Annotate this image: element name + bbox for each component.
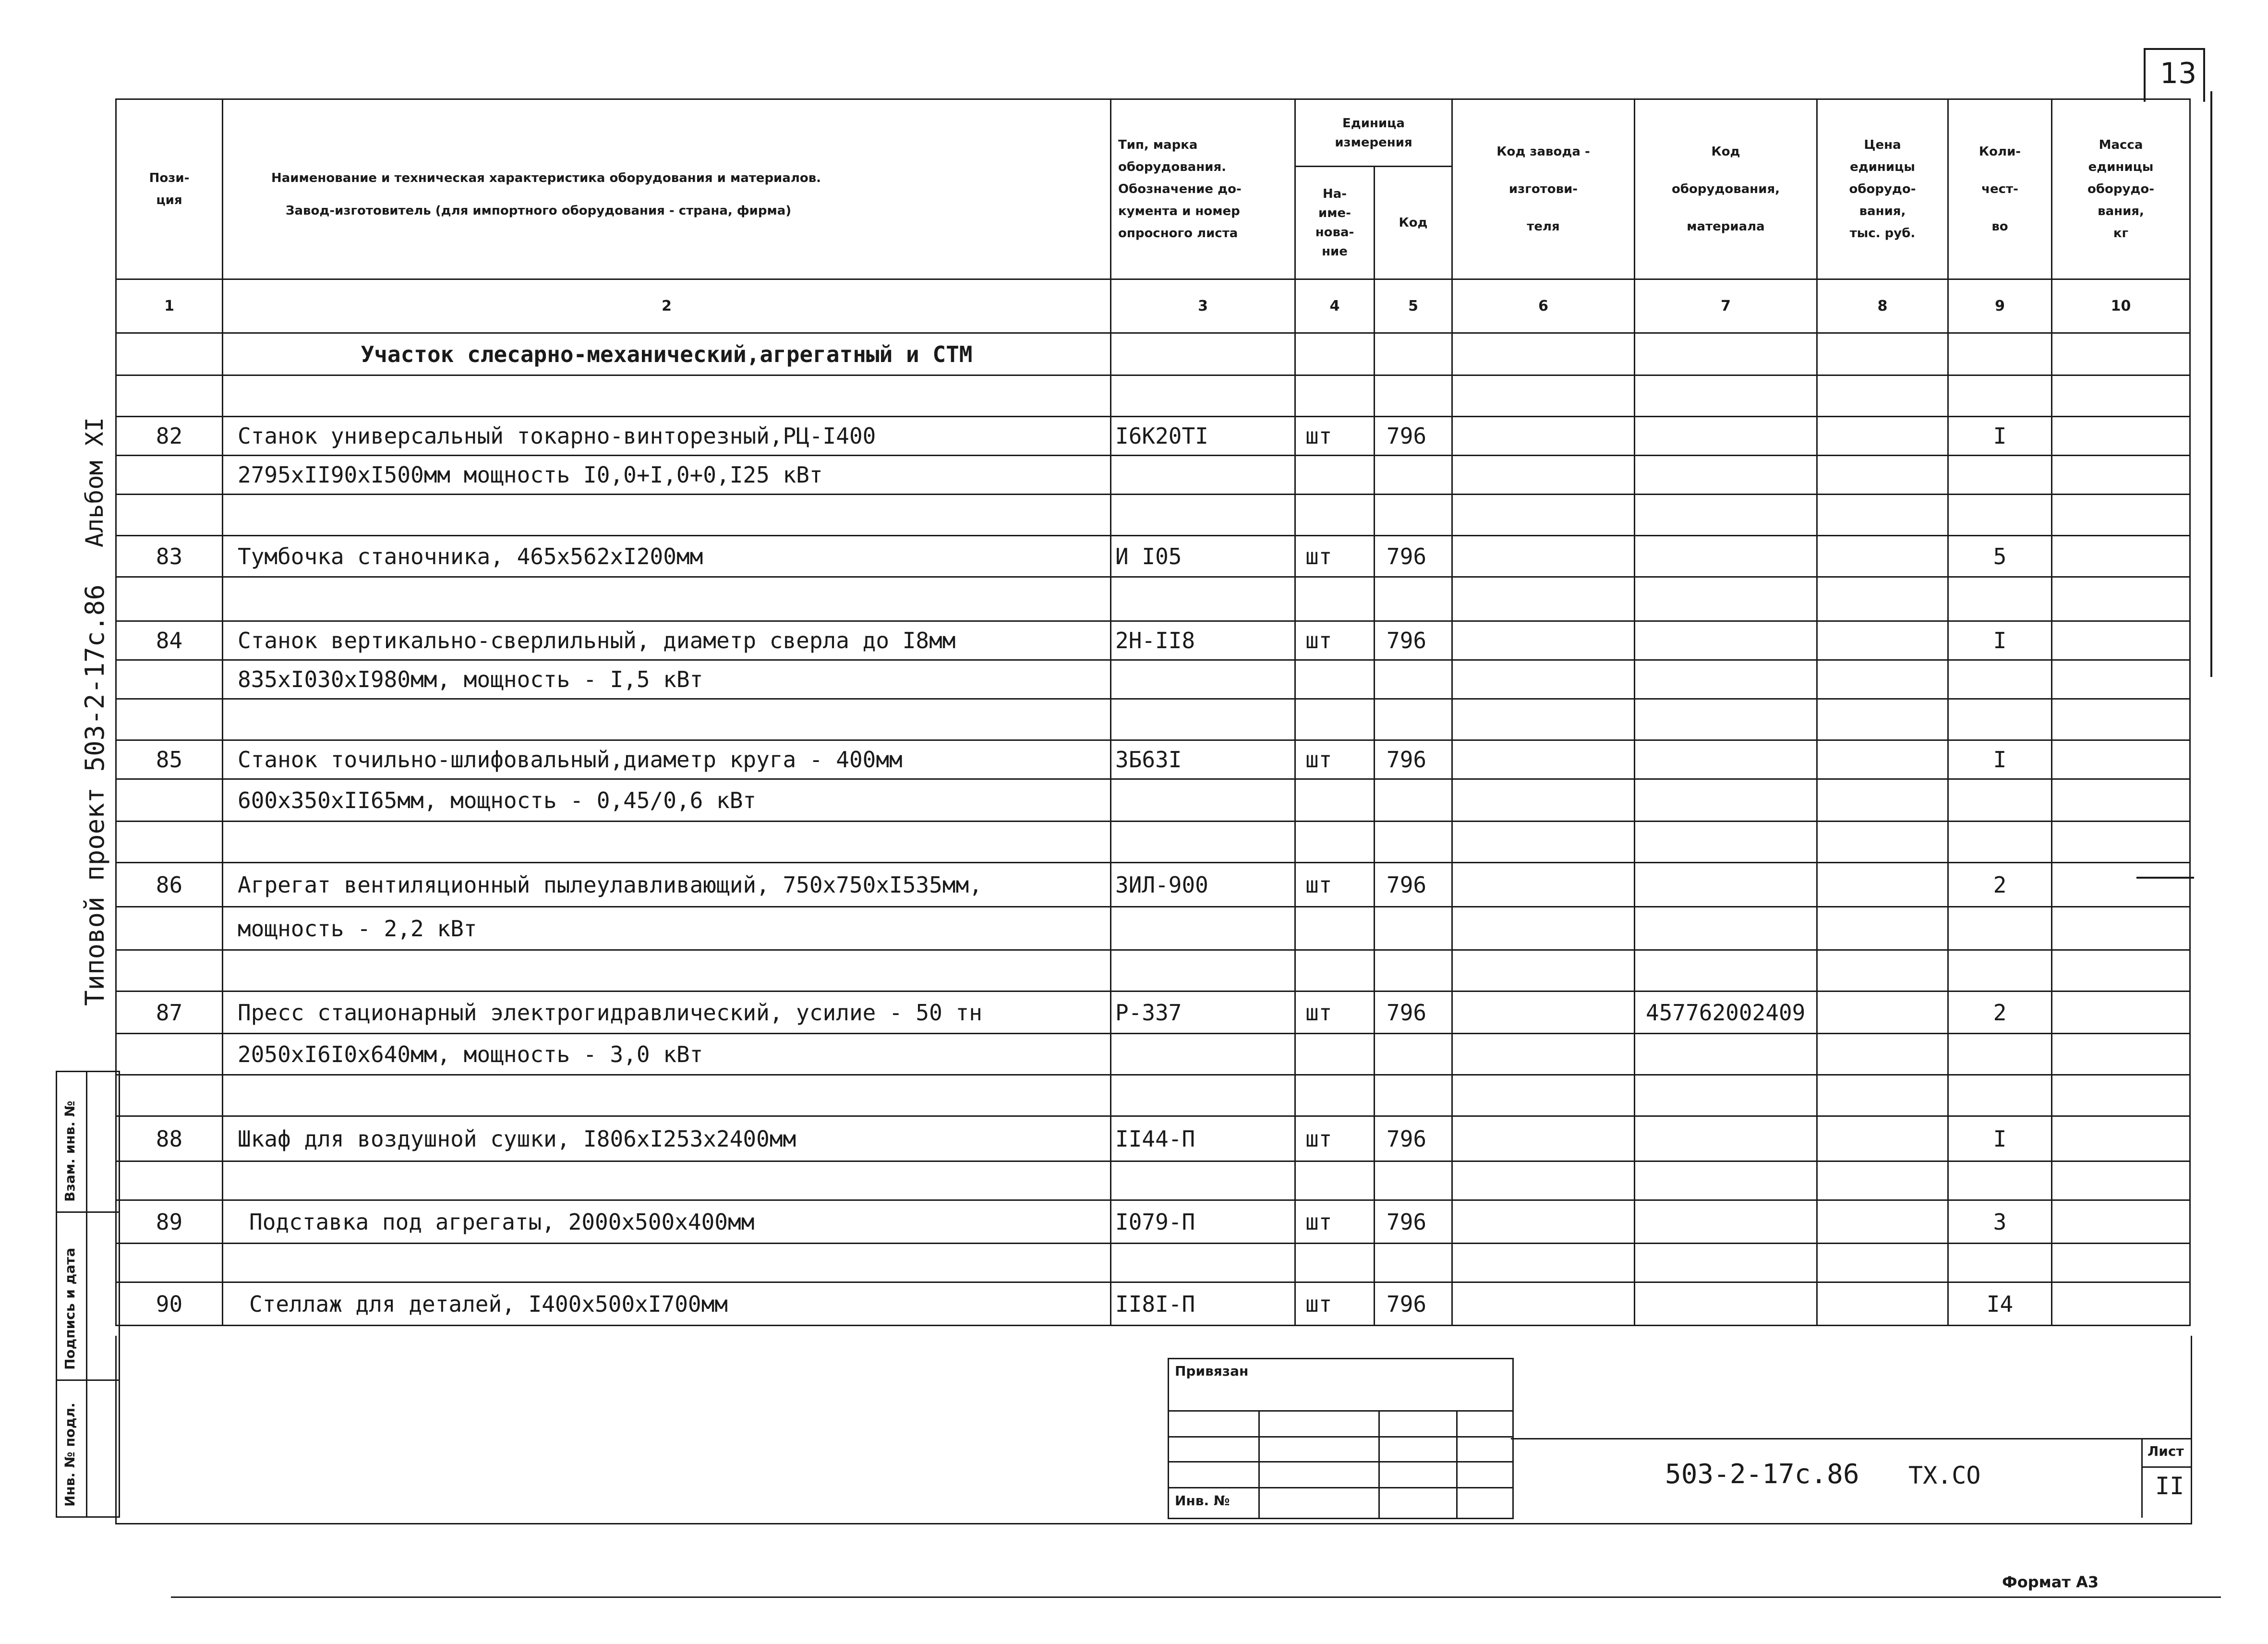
binding-stamp — [1168, 1358, 1514, 1519]
format-label: Формат А3 — [2002, 1573, 2099, 1591]
sheet-corner-number: 13 — [2160, 57, 2197, 90]
sheet-number: II — [2155, 1472, 2184, 1500]
header-name: Наименование и техническая характеристика оборудования и материалов. Завод-изготовитель (для импортного оборудования - страна, фирма) — [223, 99, 1111, 279]
header-unit-group: Единица измерения — [1295, 99, 1452, 167]
project-label: Типовой проект 503-2-17с.86 — [80, 584, 110, 1006]
sheet-number-cell — [2141, 1438, 2191, 1518]
binding-label: Привязан — [1175, 1363, 1249, 1379]
left-stamp-strip — [56, 1071, 120, 1518]
stamp-signature-date: Подпись и дата — [62, 1247, 78, 1370]
header-quantity: Коли- чест- во — [1948, 99, 2052, 279]
header-unit-name: На- име- нова- ние — [1295, 167, 1375, 279]
header-type: Тип, марка оборудования. Обозначение до- кумента и номер опросного листа — [1111, 99, 1295, 279]
right-edge-line — [2210, 91, 2212, 677]
table-row: 90 Стеллаж для деталей, I400x500xI700мм II8I-П шт 796 I4 — [116, 1282, 2190, 1326]
table-row: 88 Шкаф для воздушной сушки, I806xI253x2400мм II44-П шт 796 I — [116, 1116, 2190, 1161]
header-position: Пози- ция — [116, 99, 223, 279]
header-factory-code: Код завода - изготови- теля — [1452, 99, 1635, 279]
column-numbers-row: 1 2 3 4 5 6 7 8 9 10 — [116, 279, 2190, 333]
table-row: 87 Пресс стационарный электрогидравлический, усилие - 50 тн Р-337 шт 796 457762002409 2 — [116, 991, 2190, 1034]
inventory-number-label: Инв. № — [1175, 1493, 1230, 1509]
table-row: 86 Агрегат вентиляционный пылеулавливающий, 750x750xI535мм, ЗИЛ-900 шт 796 2 — [116, 863, 2190, 907]
section-title: Участок слесарно-механический,агрегатный и СТМ — [223, 333, 1111, 375]
stamp-replace-inv: Взам. инв. № — [62, 1100, 78, 1202]
album-label: Альбом XI — [81, 417, 109, 547]
document-code: ТХ.СО — [1908, 1462, 1981, 1489]
table-row: 83 Тумбочка станочника, 465x562xI200мм И I05 шт 796 5 — [116, 536, 2190, 577]
header-mass: Масса единицы оборудо- вания, кг — [2052, 99, 2190, 279]
document-designation: 503-2-17с.86 — [1665, 1459, 1859, 1490]
header-price: Цена единицы оборудо- вания, тыс. руб. — [1817, 99, 1948, 279]
sheet-corner-box — [2144, 48, 2205, 102]
footer-rule — [171, 1596, 2221, 1598]
table-row: 82 Станок универсальный токарно-винторезный,РЦ-I400 I6К20ТI шт 796 I — [116, 417, 2190, 456]
table-row: 85 Станок точильно-шлифовальный,диаметр круга - 400мм 3Б63I шт 796 I — [116, 740, 2190, 779]
sheet-label: Лист — [2147, 1443, 2184, 1459]
stamp-inv-original: Инв. № подл. — [62, 1402, 78, 1507]
header-equipment-code: Код оборудования, материала — [1635, 99, 1817, 279]
table-row: 89 Подставка под агрегаты, 2000x500x400мм I079-П шт 796 3 — [116, 1200, 2190, 1244]
table-row: 84 Станок вертикально-сверлильный, диаметр сверла до I8мм 2Н-II8 шт 796 I — [116, 621, 2190, 660]
equipment-spec-table: Пози- ция Наименование и техническая характеристика оборудования и материалов. Завод-изготовитель (для импортного оборудования - страна, фирма) Тип, марка оборудования. Обозначение до- кумента и номер опросного листа Единица измерения Код завода - изготови- теля Код оборудования, материала Цена единицы оборудо- вания, тыс. руб. Коли- чест- во Масса единицы оборудо- вания, кг На- име- нова- ние Код 1 2 3 4 5 6 7 8 9 10 Участок слесарно-механический,агрегатный и СТМ 82 Станок универсальный токарно-винторезный,РЦ-I400 I6К20ТI шт 796 I 2795xII90xI500мм мощность I0,0+I,0+0,I25 кВт 83 Тумбочка станочника, 465x562xI200мм И I05 шт 796 5 84 Станок вертикально-сверлильный, диаметр сверла до I8мм 2Н-II8 шт 796 I 835xI030xI980мм, мощность - I,5 кВт 85 Станок точильно-шлифовальный,диаметр круга - 400мм 3Б63I шт 796 I 600x350xII65мм, мощность - 0,45/0,6 кВт 86 Агрегат вентиляционный пылеулавливающий, 750x750xI535мм, ЗИЛ-900 шт 796 2 мощность - 2,2 кВт 87 Пресс стационарный электрогидравлический, усилие - 50 тн Р-337 шт 796 457762002409 2 2050xI6I0x640мм, мощность - 3,0 кВт 88 Шкаф для воздушной сушки, I806xI253x2400мм II44-П шт 796 I 89 Подставка под агрегаты, 2000x500x400мм I079-П шт 796 3 90 Стеллаж для деталей, I400x500xI700мм II8I-П шт 796 I4 — [115, 98, 2191, 1326]
header-unit-code: Код — [1375, 167, 1452, 279]
